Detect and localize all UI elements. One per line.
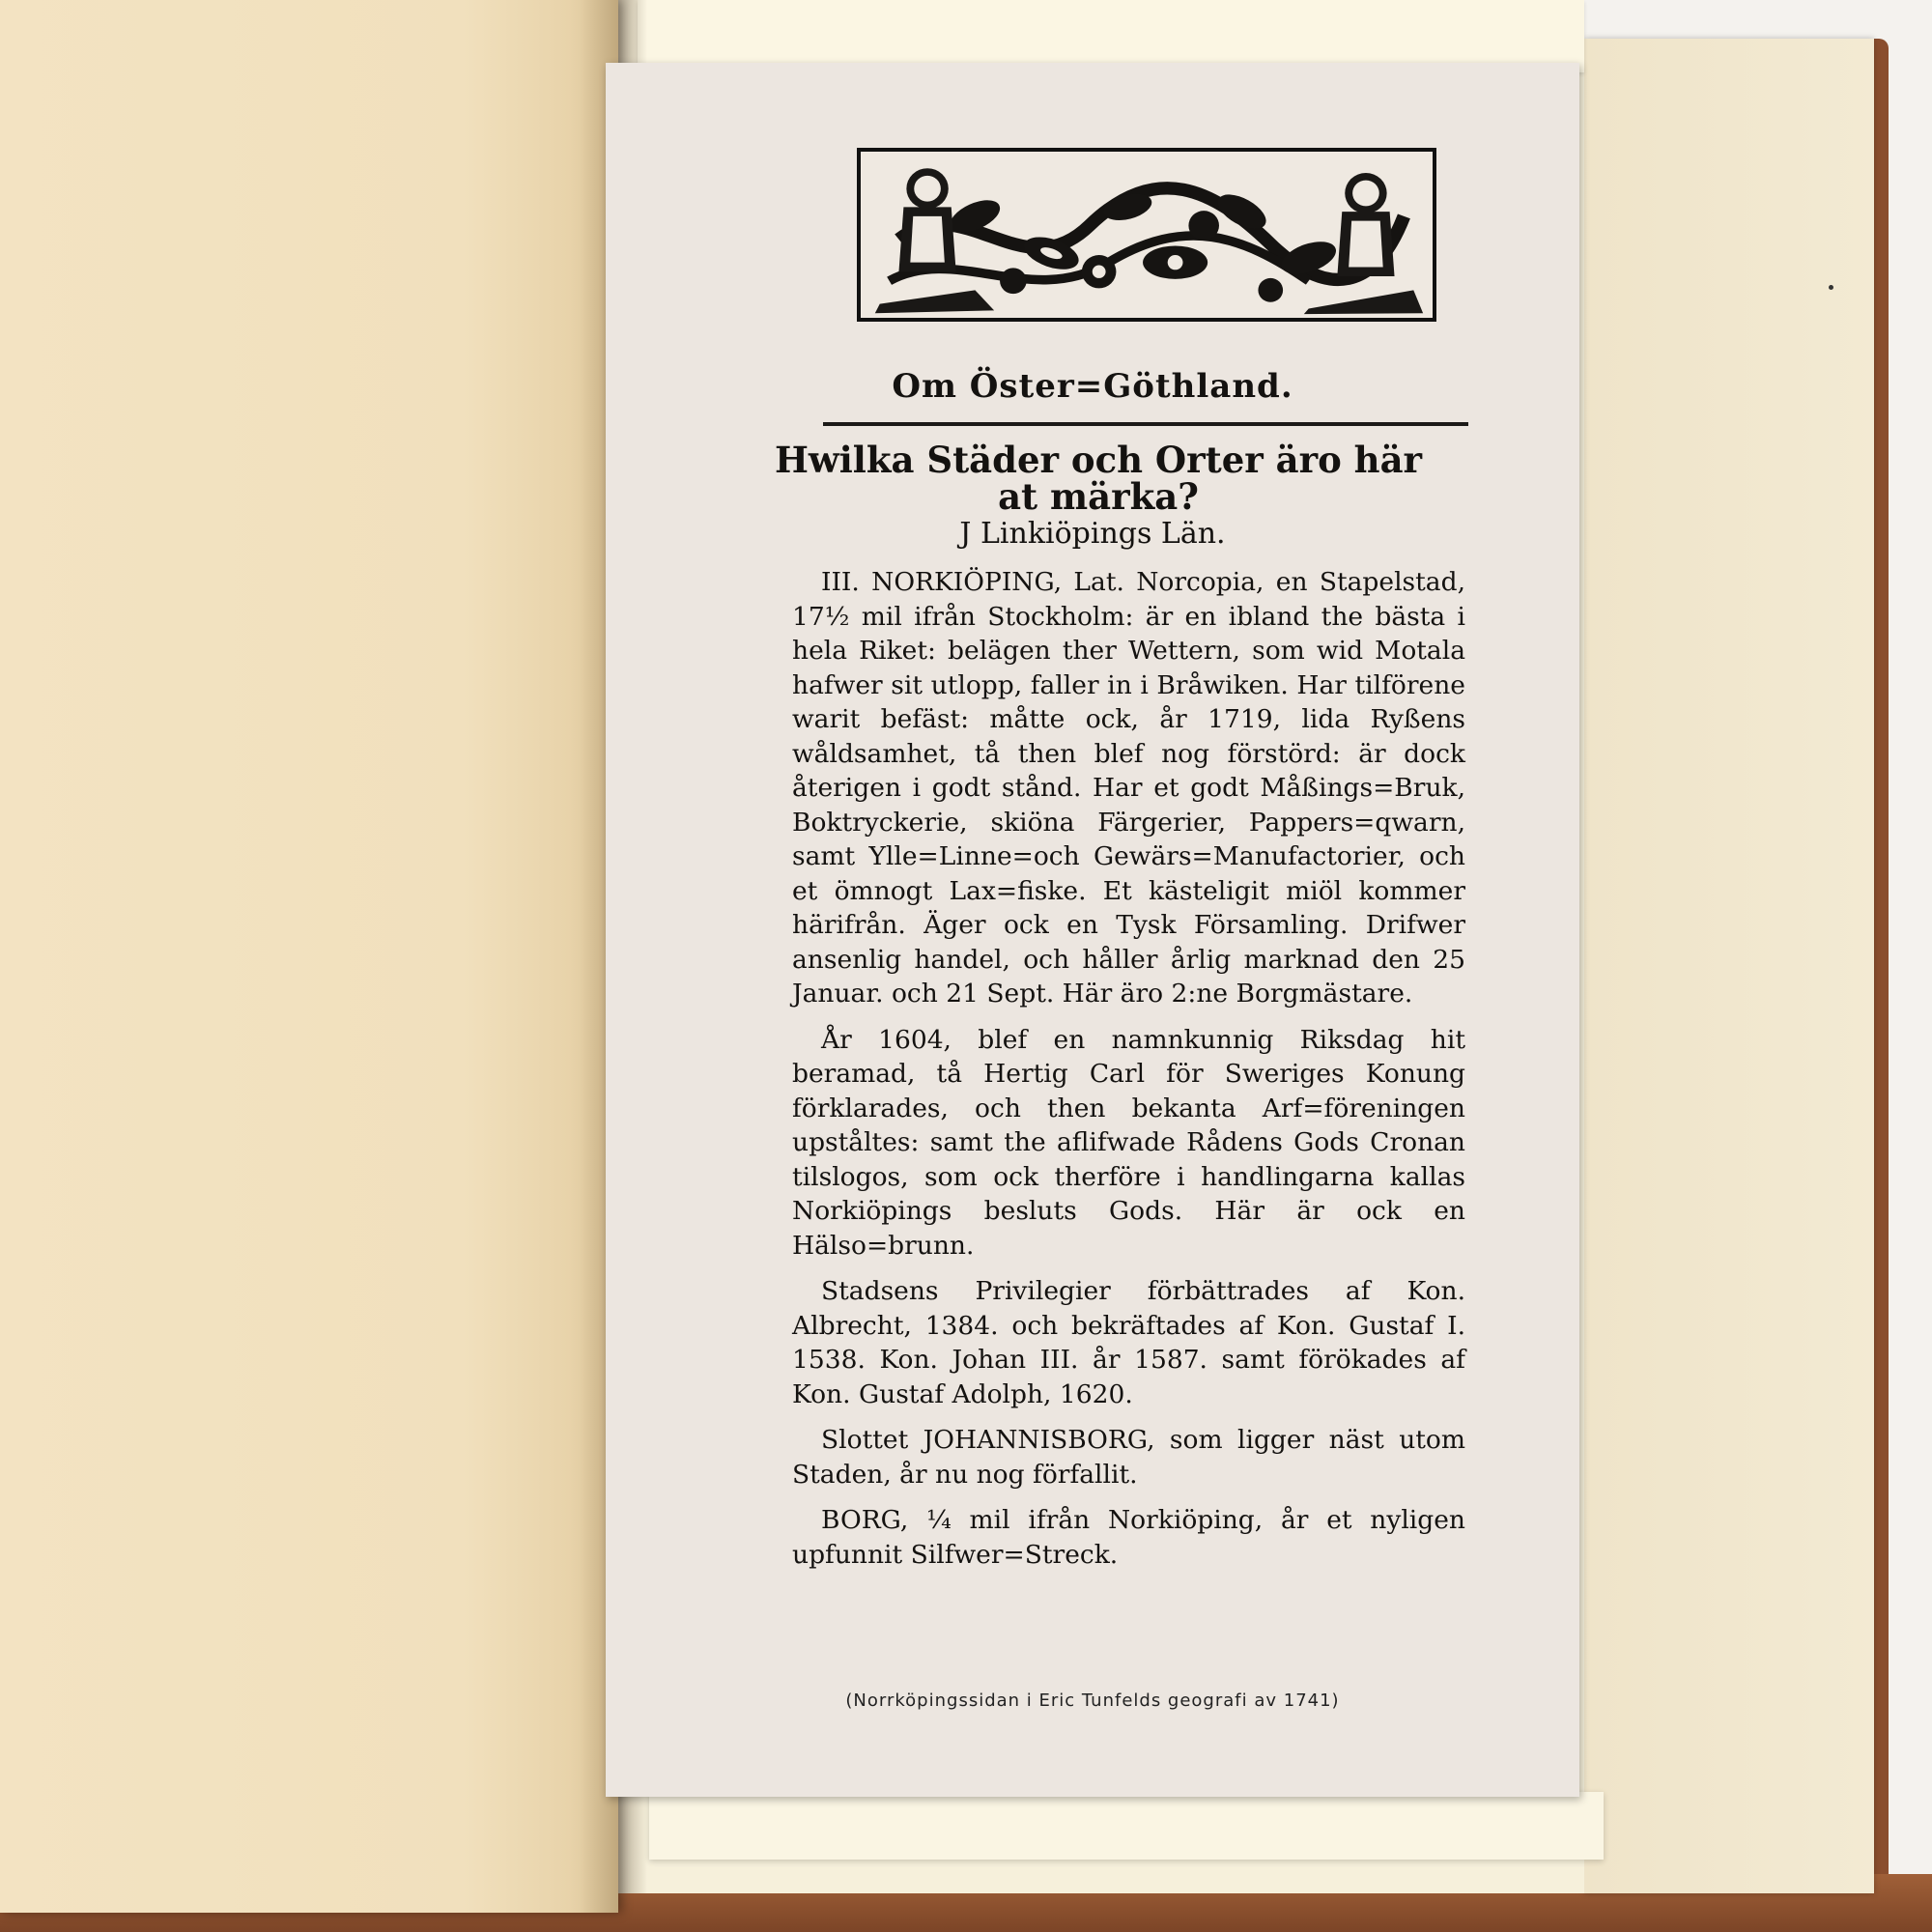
paragraph-johannisborg: Slottet JOHANNISBORG, som ligger näst utom Staden, år nu nog förfallit.	[792, 1425, 1465, 1490]
body-text	[792, 565, 1465, 1583]
section-question: Hwilka Städer och Orter äro här at märka?	[774, 439, 1423, 518]
page-stack	[1584, 39, 1874, 1893]
paper-speck	[1829, 285, 1833, 290]
paragraph-riksdag: År 1604, blef en namnkunnig Riksdag hit beramad, tå Hertig Carl för Sweriges Konung förklarades, och then bekanta Arf=föreningen upståltes: samt the aflifwade Rådens Gods Cronan tilslogos, som ock therföre i handlingarna kallas Norkiöpings besluts Gods. Här är ock en Hälso=brunn.	[792, 1024, 1465, 1261]
under-sheet-top	[638, 0, 1584, 72]
paragraph-borg: BORG, ¼ mil ifrån Norkiöping, år et nyligen upfunnit Silfwer=Streck.	[792, 1505, 1465, 1570]
county-heading: J Linkiöpings Län.	[959, 517, 1226, 551]
paragraph-privilegier: Stadsens Privilegier förbättrades af Kon. Albrecht, 1384. och bekräftades af Kon. Gustaf I. 1538. Kon. Johan III. år 1587. samt förökades af Kon. Gustaf Adolph, 1620.	[792, 1276, 1465, 1409]
printed-sheet	[606, 63, 1579, 1797]
title-rule	[823, 422, 1468, 426]
chapter-title: Om Öster=Göthland.	[892, 367, 1293, 406]
left-page	[0, 0, 618, 1913]
woodcut-vignette	[857, 148, 1436, 322]
under-sheet-bottom	[649, 1792, 1604, 1860]
figure-caption: (Norrköpingssidan i Eric Tunfelds geografi av 1741)	[845, 1690, 1340, 1711]
paragraph-norkioping: III. NORKIÖPING, Lat. Norcopia, en Stapelstad, 17½ mil ifrån Stockholm: är en ibland the bästa i hela Riket: belägen ther Wettern, som wid Motala hafwer sit utlopp, faller in i Bråwiken. Har tilförene warit befäst: måtte ock, år 1719, lida Ryßens wåldsamhet, tå then blef nog förstörd: är dock återigen i godt stånd. Har et godt Måßings=Bruk, Boktryckerie, skiöna Färgerier, Pappers=qwarn, samt Ylle=Linne=och Gewärs=Manufactorier, och et ömnogt Lax=fiske. Et kästeligit miöl kommer härifrån. Äger ock en Tysk Församling. Drifwer ansenlig handel, och håller årlig marknad den 25 Januar. och 21 Sept. Här äro 2:ne Borgmästare.	[792, 567, 1465, 1009]
ornament-image	[861, 152, 1433, 318]
